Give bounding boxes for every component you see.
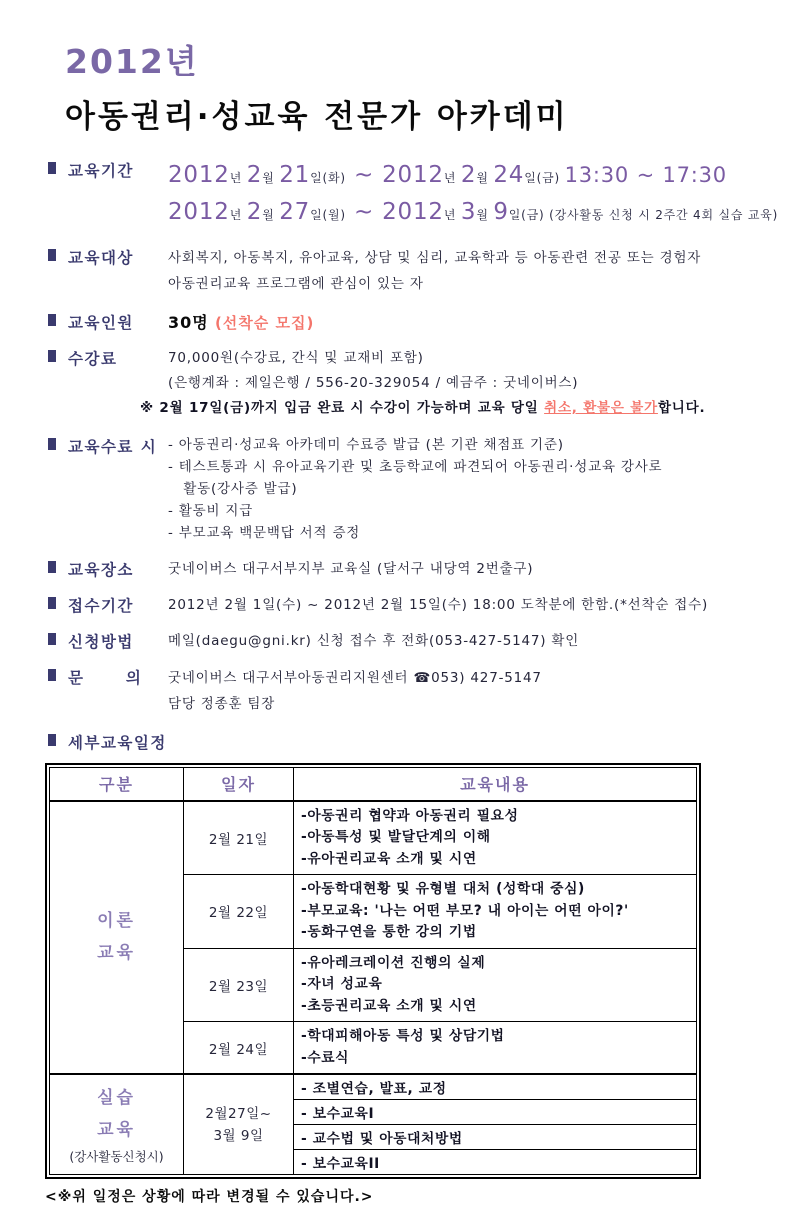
square-bullet-icon bbox=[48, 314, 56, 326]
section-application-method bbox=[45, 629, 749, 652]
text-segment: 년 bbox=[443, 171, 461, 185]
capacity-count: 30명 bbox=[168, 313, 209, 332]
section-training-period bbox=[45, 158, 779, 232]
date-cell: 2월 24일 bbox=[184, 1022, 294, 1075]
practice-date-line: 2월27일~ bbox=[205, 1105, 272, 1122]
section-label: 수강료 bbox=[68, 350, 118, 368]
line-item: 활동(강사증 발급) bbox=[168, 481, 298, 497]
section-target-audience bbox=[45, 245, 749, 297]
text-segment: 년 bbox=[229, 171, 247, 185]
section-capacity bbox=[45, 310, 749, 333]
text-segment: 일(화) bbox=[310, 171, 346, 185]
line-item: - 활동비 지급 bbox=[168, 503, 254, 519]
line-item: -아동특성 및 발달단계의 이해 bbox=[301, 829, 491, 845]
schedule-change-note: <※위 일정은 상황에 따라 변경될 수 있습니다.> bbox=[45, 1189, 374, 1205]
group-label-line: 교육 bbox=[97, 943, 136, 964]
text-segment: 2012 bbox=[168, 199, 230, 225]
bank-account: (은행계좌 : 제일은행 / 556-20-329054 / 예금주 : 굿네이버스) bbox=[168, 375, 579, 391]
date-cell: 2월 23일 bbox=[184, 948, 294, 1022]
text-segment: 9 bbox=[493, 199, 509, 225]
group-label-line: 실습 bbox=[97, 1087, 136, 1108]
table-row-feb21 bbox=[50, 801, 697, 875]
target-line-1: 사회복지, 아동복지, 유아교육, 상담 및 심리, 교육학과 등 아동관련 전공 또는 경험자 bbox=[168, 250, 702, 266]
section-content bbox=[168, 434, 749, 544]
text-segment: 2 bbox=[460, 162, 477, 188]
square-bullet-icon bbox=[48, 669, 56, 681]
text-segment: 2012 bbox=[382, 162, 444, 188]
first-come-note: (선착순 모집) bbox=[208, 314, 315, 332]
year-title: 2012년 bbox=[65, 42, 199, 81]
column-header-content: 교육내용 bbox=[294, 768, 697, 801]
square-bullet-icon bbox=[48, 734, 56, 746]
content-cell bbox=[294, 1100, 697, 1125]
line-item: -부모교육: '나는 어떤 부모? 내 아이는 어떤 아이?' bbox=[301, 902, 629, 919]
section-label: 신청방법 bbox=[68, 633, 134, 651]
column-header-date: 일자 bbox=[184, 768, 294, 801]
text-segment: 2 bbox=[246, 162, 263, 188]
table-header-row bbox=[50, 768, 697, 801]
inquiry-contact: 굿네이버스 대구서부아동권리지원센터 ☎053) 427-5147 bbox=[168, 670, 542, 686]
line-item: -유아권리교육 소개 및 시연 bbox=[301, 850, 477, 867]
text-segment: 월 bbox=[262, 208, 280, 222]
text-segment: 13:30 ~ 17:30 bbox=[564, 163, 727, 187]
section-label: 접수기간 bbox=[68, 597, 134, 615]
square-bullet-icon bbox=[48, 597, 56, 609]
section-content bbox=[168, 158, 778, 232]
text-segment: 24 bbox=[493, 162, 525, 188]
section-content bbox=[168, 310, 749, 333]
content-cell bbox=[294, 875, 697, 949]
square-bullet-icon bbox=[48, 162, 56, 174]
text-segment: 3 bbox=[460, 199, 477, 225]
group-label-line: 이론 bbox=[97, 911, 136, 932]
line-item: -아동학대현황 및 유형별 대처 (성학대 중심) bbox=[301, 881, 585, 897]
page-title: 아동권리·성교육 전문가 아카데미 bbox=[65, 99, 569, 135]
practice-item: - 보수교육II bbox=[301, 1156, 380, 1172]
schedule-table bbox=[45, 763, 701, 1179]
section-label: 교육대상 bbox=[68, 249, 134, 267]
period-line-2 bbox=[168, 195, 778, 232]
section-fee bbox=[45, 346, 749, 421]
line-item: - 부모교육 백문백답 서적 증정 bbox=[168, 525, 361, 541]
text-segment: 2 bbox=[246, 199, 263, 225]
square-bullet-icon bbox=[48, 350, 56, 362]
content-cell bbox=[294, 1125, 697, 1150]
section-content bbox=[140, 346, 749, 421]
text-segment: 일(금) bbox=[508, 208, 550, 222]
square-bullet-icon bbox=[48, 561, 56, 573]
section-schedule-heading bbox=[45, 730, 749, 753]
square-bullet-icon bbox=[48, 633, 56, 645]
section-label: 교육인원 bbox=[68, 314, 134, 332]
content-cell bbox=[294, 801, 697, 875]
group-cell-practice bbox=[50, 1074, 184, 1175]
section-venue bbox=[45, 557, 749, 580]
square-bullet-icon bbox=[48, 438, 56, 450]
practice-item: - 조별연습, 발표, 교정 bbox=[301, 1081, 447, 1097]
target-line-2: 아동권리교육 프로그램에 관심이 있는 자 bbox=[168, 276, 424, 292]
section-application-period bbox=[45, 593, 749, 616]
date-cell-practice bbox=[184, 1074, 294, 1175]
content-cell bbox=[294, 1150, 697, 1175]
text-segment: ※ 2월 17일(금)까지 입금 완료 시 수강이 가능하며 교육 당일 bbox=[140, 400, 545, 416]
line-item: -아동권리 협약과 아동권리 필요성 bbox=[301, 807, 519, 824]
line-item: - 테스트통과 시 유아교육기관 및 초등학교에 파견되어 아동권리·성교육 강사로 bbox=[168, 459, 663, 475]
schedule-heading-label: 세부교육일정 bbox=[68, 734, 167, 752]
text-segment: 년 bbox=[229, 208, 247, 222]
period-line-1 bbox=[168, 158, 778, 195]
schedule-table-grid bbox=[49, 767, 697, 1175]
column-header-category: 구분 bbox=[50, 768, 184, 801]
section-label: 문 의 bbox=[68, 669, 143, 687]
text-segment: (강사활동 신청 시 2주간 4회 실습 교육) bbox=[549, 208, 779, 222]
text-segment: 일(금) bbox=[524, 171, 565, 185]
practice-item: - 보수교육I bbox=[301, 1106, 375, 1122]
application-period-text: 2012년 2월 1일(수) ~ 2012년 2월 15일(수) 18:00 도착분에 한함.(*선착순 접수) bbox=[168, 597, 709, 613]
section-inquiry bbox=[45, 665, 749, 717]
group-label-line: 교육 bbox=[97, 1119, 136, 1140]
text-segment: 취소, 환불은 불가 bbox=[544, 400, 658, 416]
group-note: (강사활동신청시) bbox=[69, 1148, 164, 1164]
text-segment: 월 bbox=[262, 171, 280, 185]
table-row-practice-1 bbox=[50, 1074, 697, 1100]
content-cell bbox=[294, 1074, 697, 1100]
text-segment: 2012 bbox=[168, 162, 230, 188]
refund-note bbox=[140, 396, 749, 421]
line-item: - 아동권리·성교육 아카데미 수료증 발급 (본 기관 채점표 기준) bbox=[168, 437, 564, 453]
line-item: -초등권리교육 소개 및 시연 bbox=[301, 997, 477, 1014]
text-segment: 합니다. bbox=[657, 400, 706, 416]
line-item: -유아레크레이션 진행의 실제 bbox=[301, 954, 486, 971]
venue-text: 굿네이버스 대구서부지부 교육실 (달서구 내당역 2번출구) bbox=[168, 561, 534, 577]
content-cell bbox=[294, 1022, 697, 1075]
line-item: -학대피해아동 특성 및 상담기법 bbox=[301, 1028, 505, 1044]
practice-item: - 교수법 및 아동대처방법 bbox=[301, 1131, 463, 1147]
section-content bbox=[168, 245, 749, 297]
line-item: -동화구연을 통한 강의 기법 bbox=[301, 924, 477, 940]
practice-date-line: 3월 9일 bbox=[213, 1127, 264, 1144]
square-bullet-icon bbox=[48, 249, 56, 261]
text-segment: 년 bbox=[443, 208, 461, 222]
fee-amount: 70,000원(수강료, 간식 및 교재비 포함) bbox=[168, 350, 424, 366]
text-segment: 21 bbox=[279, 162, 311, 188]
content-cell bbox=[294, 948, 697, 1022]
line-item: -수료식 bbox=[301, 1049, 350, 1066]
application-method-text: 메일(daegu@gni.kr) 신청 접수 후 전화(053-427-5147) 확인 bbox=[168, 633, 580, 649]
section-label: 교육수료 시 bbox=[68, 438, 158, 456]
text-segment: ~ bbox=[345, 162, 383, 188]
text-segment: 일(월) bbox=[310, 208, 346, 222]
date-cell: 2월 22일 bbox=[184, 875, 294, 949]
section-label: 교육기간 bbox=[68, 162, 134, 180]
text-segment: 27 bbox=[279, 199, 311, 225]
text-segment: ~ bbox=[345, 199, 383, 225]
document-header bbox=[65, 36, 749, 136]
text-segment: 월 bbox=[476, 171, 494, 185]
line-item: -자녀 성교육 bbox=[301, 976, 383, 992]
section-content bbox=[168, 665, 749, 717]
section-completion-benefits bbox=[45, 434, 749, 544]
text-segment: 2012 bbox=[382, 199, 444, 225]
text-segment: 월 bbox=[476, 208, 494, 222]
group-cell-theory bbox=[50, 801, 184, 1075]
inquiry-person: 담당 정종훈 팀장 bbox=[168, 696, 276, 712]
section-label: 교육장소 bbox=[68, 561, 134, 579]
date-cell: 2월 21일 bbox=[184, 801, 294, 875]
